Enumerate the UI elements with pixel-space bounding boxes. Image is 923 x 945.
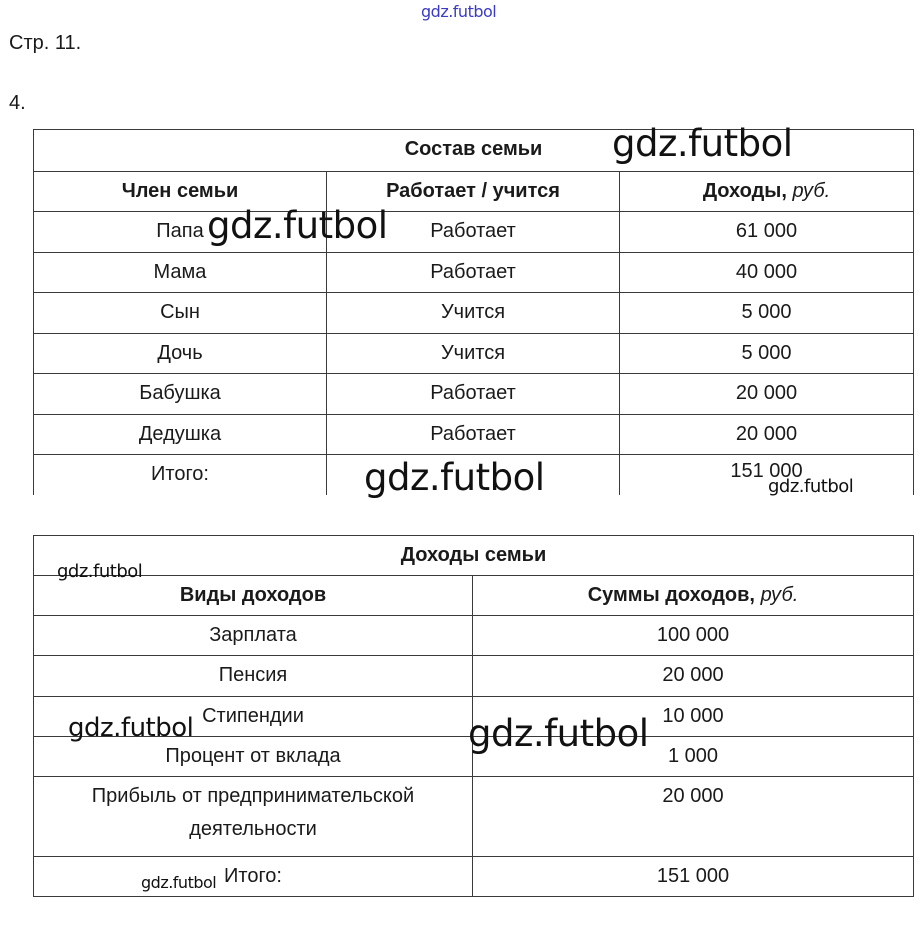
member-cell: Папа — [34, 212, 327, 253]
status-cell: Работает — [327, 212, 620, 253]
total-label: Итого: — [34, 857, 473, 897]
table-row — [34, 374, 914, 415]
income-sum-cell: 20 000 — [473, 656, 914, 696]
income-type-line-1: Прибыль от предпринимательской — [91, 785, 415, 808]
total-value: 151 000 — [473, 857, 914, 897]
member-cell: Дедушка — [34, 414, 327, 455]
column-header-income: Доходы, руб. — [620, 172, 914, 212]
income-type-cell: Процент от вклада — [34, 736, 473, 776]
income-cell: 20 000 — [620, 374, 914, 415]
member-cell: Дочь — [34, 333, 327, 374]
watermark: gdz.futbol — [57, 561, 143, 582]
watermark: gdz.futbol — [207, 204, 388, 247]
income-cell: 20 000 — [620, 414, 914, 455]
table-title: Состав семьи — [34, 130, 914, 172]
column-header-status: Работает / учится — [327, 172, 620, 212]
table-title: Доходы семьи — [34, 536, 914, 576]
income-type-line-2: деятельности — [189, 818, 317, 841]
status-cell: Учится — [327, 293, 620, 334]
income-sum-cell: 1 000 — [473, 736, 914, 776]
table-row — [34, 293, 914, 334]
watermark: gdz.futbol — [68, 713, 194, 743]
status-cell: Работает — [327, 374, 620, 415]
income-cell: 5 000 — [620, 293, 914, 334]
income-type-cell: Зарплата — [34, 616, 473, 656]
income-type-cell — [34, 777, 473, 857]
family-composition-table — [33, 129, 914, 495]
page-label: Стр. 11. — [9, 32, 82, 54]
income-type-cell: Стипендии — [34, 696, 473, 736]
watermark: gdz.futbol — [141, 873, 217, 892]
member-cell: Бабушка — [34, 374, 327, 415]
watermark-top: gdz.futbol — [421, 2, 497, 21]
income-sum-cell: 100 000 — [473, 616, 914, 656]
status-cell: Работает — [327, 252, 620, 293]
table-row — [34, 777, 914, 857]
income-cell: 61 000 — [620, 212, 914, 253]
watermark: gdz.futbol — [612, 122, 793, 165]
table-row — [34, 333, 914, 374]
member-cell: Сын — [34, 293, 327, 334]
column-header-member: Член семьи — [34, 172, 327, 212]
task-number: 4. — [9, 92, 26, 114]
table-row — [34, 616, 914, 656]
income-sum-cell: 10 000 — [473, 696, 914, 736]
income-cell: 5 000 — [620, 333, 914, 374]
watermark: gdz.futbol — [468, 712, 649, 755]
table-row — [34, 212, 914, 253]
watermark: gdz.futbol — [768, 476, 854, 497]
status-cell: Учится — [327, 333, 620, 374]
income-type-cell: Пенсия — [34, 656, 473, 696]
column-header-sum: Суммы доходов, руб. — [473, 576, 914, 616]
watermark: gdz.futbol — [364, 456, 545, 499]
total-label: Итого: — [34, 455, 327, 496]
member-cell: Мама — [34, 252, 327, 293]
column-header-type: Виды доходов — [34, 576, 473, 616]
income-cell: 40 000 — [620, 252, 914, 293]
table-row — [34, 656, 914, 696]
table-row — [34, 252, 914, 293]
status-cell: Работает — [327, 414, 620, 455]
income-sum-cell: 20 000 — [473, 777, 914, 857]
total-value: 151 000 — [620, 455, 914, 496]
table-row — [34, 414, 914, 455]
